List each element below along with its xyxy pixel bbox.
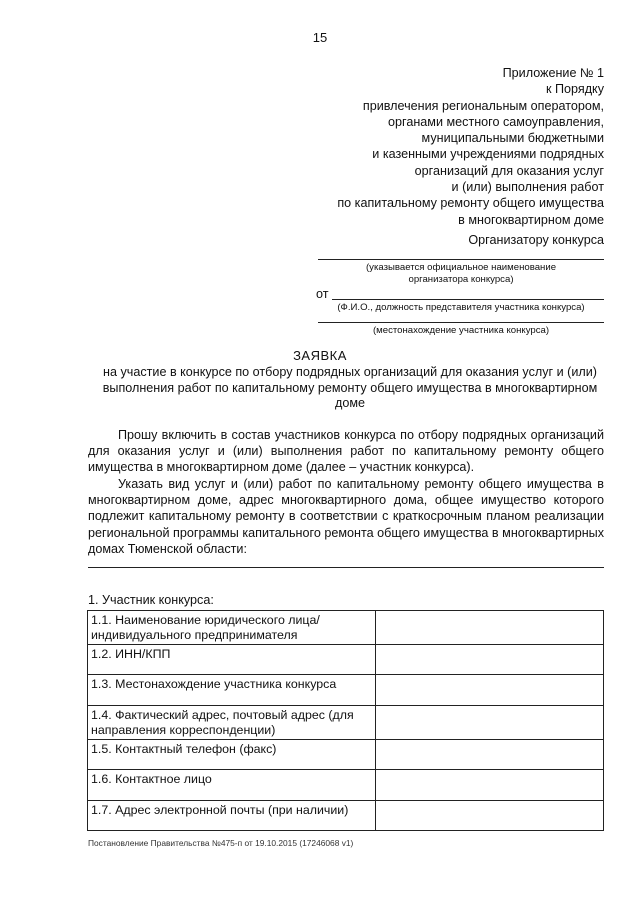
row-value-field[interactable] — [376, 645, 604, 675]
row-label: 1.4. Фактический адрес, почтовый адрес (для направления корреспонденции) — [88, 706, 376, 740]
row-value-field[interactable] — [376, 801, 604, 831]
row-value-field[interactable] — [376, 611, 604, 645]
organizer-caption-line: организатора конкурса) — [408, 274, 514, 285]
appendix-line: и казенными учреждениями подрядных — [372, 147, 604, 162]
row-label: 1.1. Наименование юридического лица/индивидуального предпринимателя — [88, 611, 376, 645]
row-value-field[interactable] — [376, 706, 604, 740]
participant-table — [87, 610, 604, 831]
table-row — [88, 645, 604, 675]
appendix-line: органами местного самоуправления, — [388, 114, 604, 129]
table-row — [88, 675, 604, 706]
location-caption: (местонахождение участника конкурса) — [372, 325, 550, 336]
table-row — [88, 770, 604, 801]
row-value-field[interactable] — [376, 770, 604, 801]
row-value-field[interactable] — [376, 675, 604, 706]
representative-line[interactable] — [332, 299, 604, 300]
page-number: 15 — [312, 30, 328, 45]
section-participant-title: 1. Участник конкурса: — [88, 593, 214, 607]
row-label: 1.5. Контактный телефон (факс) — [88, 740, 376, 770]
services-entry-line[interactable] — [88, 567, 604, 568]
organizer-name-line[interactable] — [318, 259, 604, 260]
appendix-line: к Порядку — [545, 82, 604, 97]
row-label: 1.6. Контактное лицо — [88, 770, 376, 801]
table-row — [88, 706, 604, 740]
document-title: ЗАЯВКА — [293, 348, 347, 363]
recipient-label: Организатору конкурса — [468, 233, 604, 247]
row-value-field[interactable] — [376, 740, 604, 770]
table-row — [88, 801, 604, 831]
paragraph-request: Прошу включить в состав участников конкурса по отбору подрядных организаций для оказания услуг и (или) выполнения работ по капитальному ремонту общего имущества в многоквартирном доме (далее – участник конкурса). — [88, 428, 604, 475]
table-row — [88, 611, 604, 645]
appendix-line: по капитальному ремонту общего имущества — [337, 196, 604, 211]
organizer-caption-line: (указывается официальное наименование — [365, 262, 557, 273]
row-label: 1.2. ИНН/КПП — [88, 645, 376, 675]
appendix-header — [337, 65, 604, 228]
from-label: от — [316, 287, 329, 301]
paragraph-instructions: Указать вид услуг и (или) работ по капитальному ремонту общего имущества в многоквартирном доме, адрес многоквартирного дома, общее имущество которого подлежит капитальному ремонту в соответствии с краткосрочным планом реализации региональной программы капитального ремонта общего имущества в многоквартирных домах Тюменской области: — [88, 477, 604, 556]
document-subtitle: на участие в конкурсе по отбору подрядных организаций для оказания услуг и (или) выполнения работ по капитальному ремонту общего имущества в многоквартирном доме — [102, 365, 598, 410]
row-label: 1.3. Местонахождение участника конкурса — [88, 675, 376, 706]
document-footer: Постановление Правительства №475-п от 19.10.2015 (17246068 v1) — [88, 838, 354, 848]
table-row — [88, 740, 604, 770]
appendix-line: организаций для оказания услуг — [414, 163, 604, 178]
organizer-caption — [318, 262, 604, 286]
row-label: 1.7. Адрес электронной почты (при наличии) — [88, 801, 376, 831]
appendix-line: привлечения региональным оператором, — [362, 98, 604, 113]
appendix-line: муниципальными бюджетными — [421, 131, 604, 146]
appendix-line: и (или) выполнения работ — [451, 180, 604, 195]
appendix-line: Приложение № 1 — [502, 66, 604, 80]
representative-caption: (Ф.И.О., должность представителя участника конкурса) — [337, 302, 585, 313]
location-line[interactable] — [318, 322, 604, 323]
appendix-line: в многоквартирном доме — [458, 212, 604, 227]
